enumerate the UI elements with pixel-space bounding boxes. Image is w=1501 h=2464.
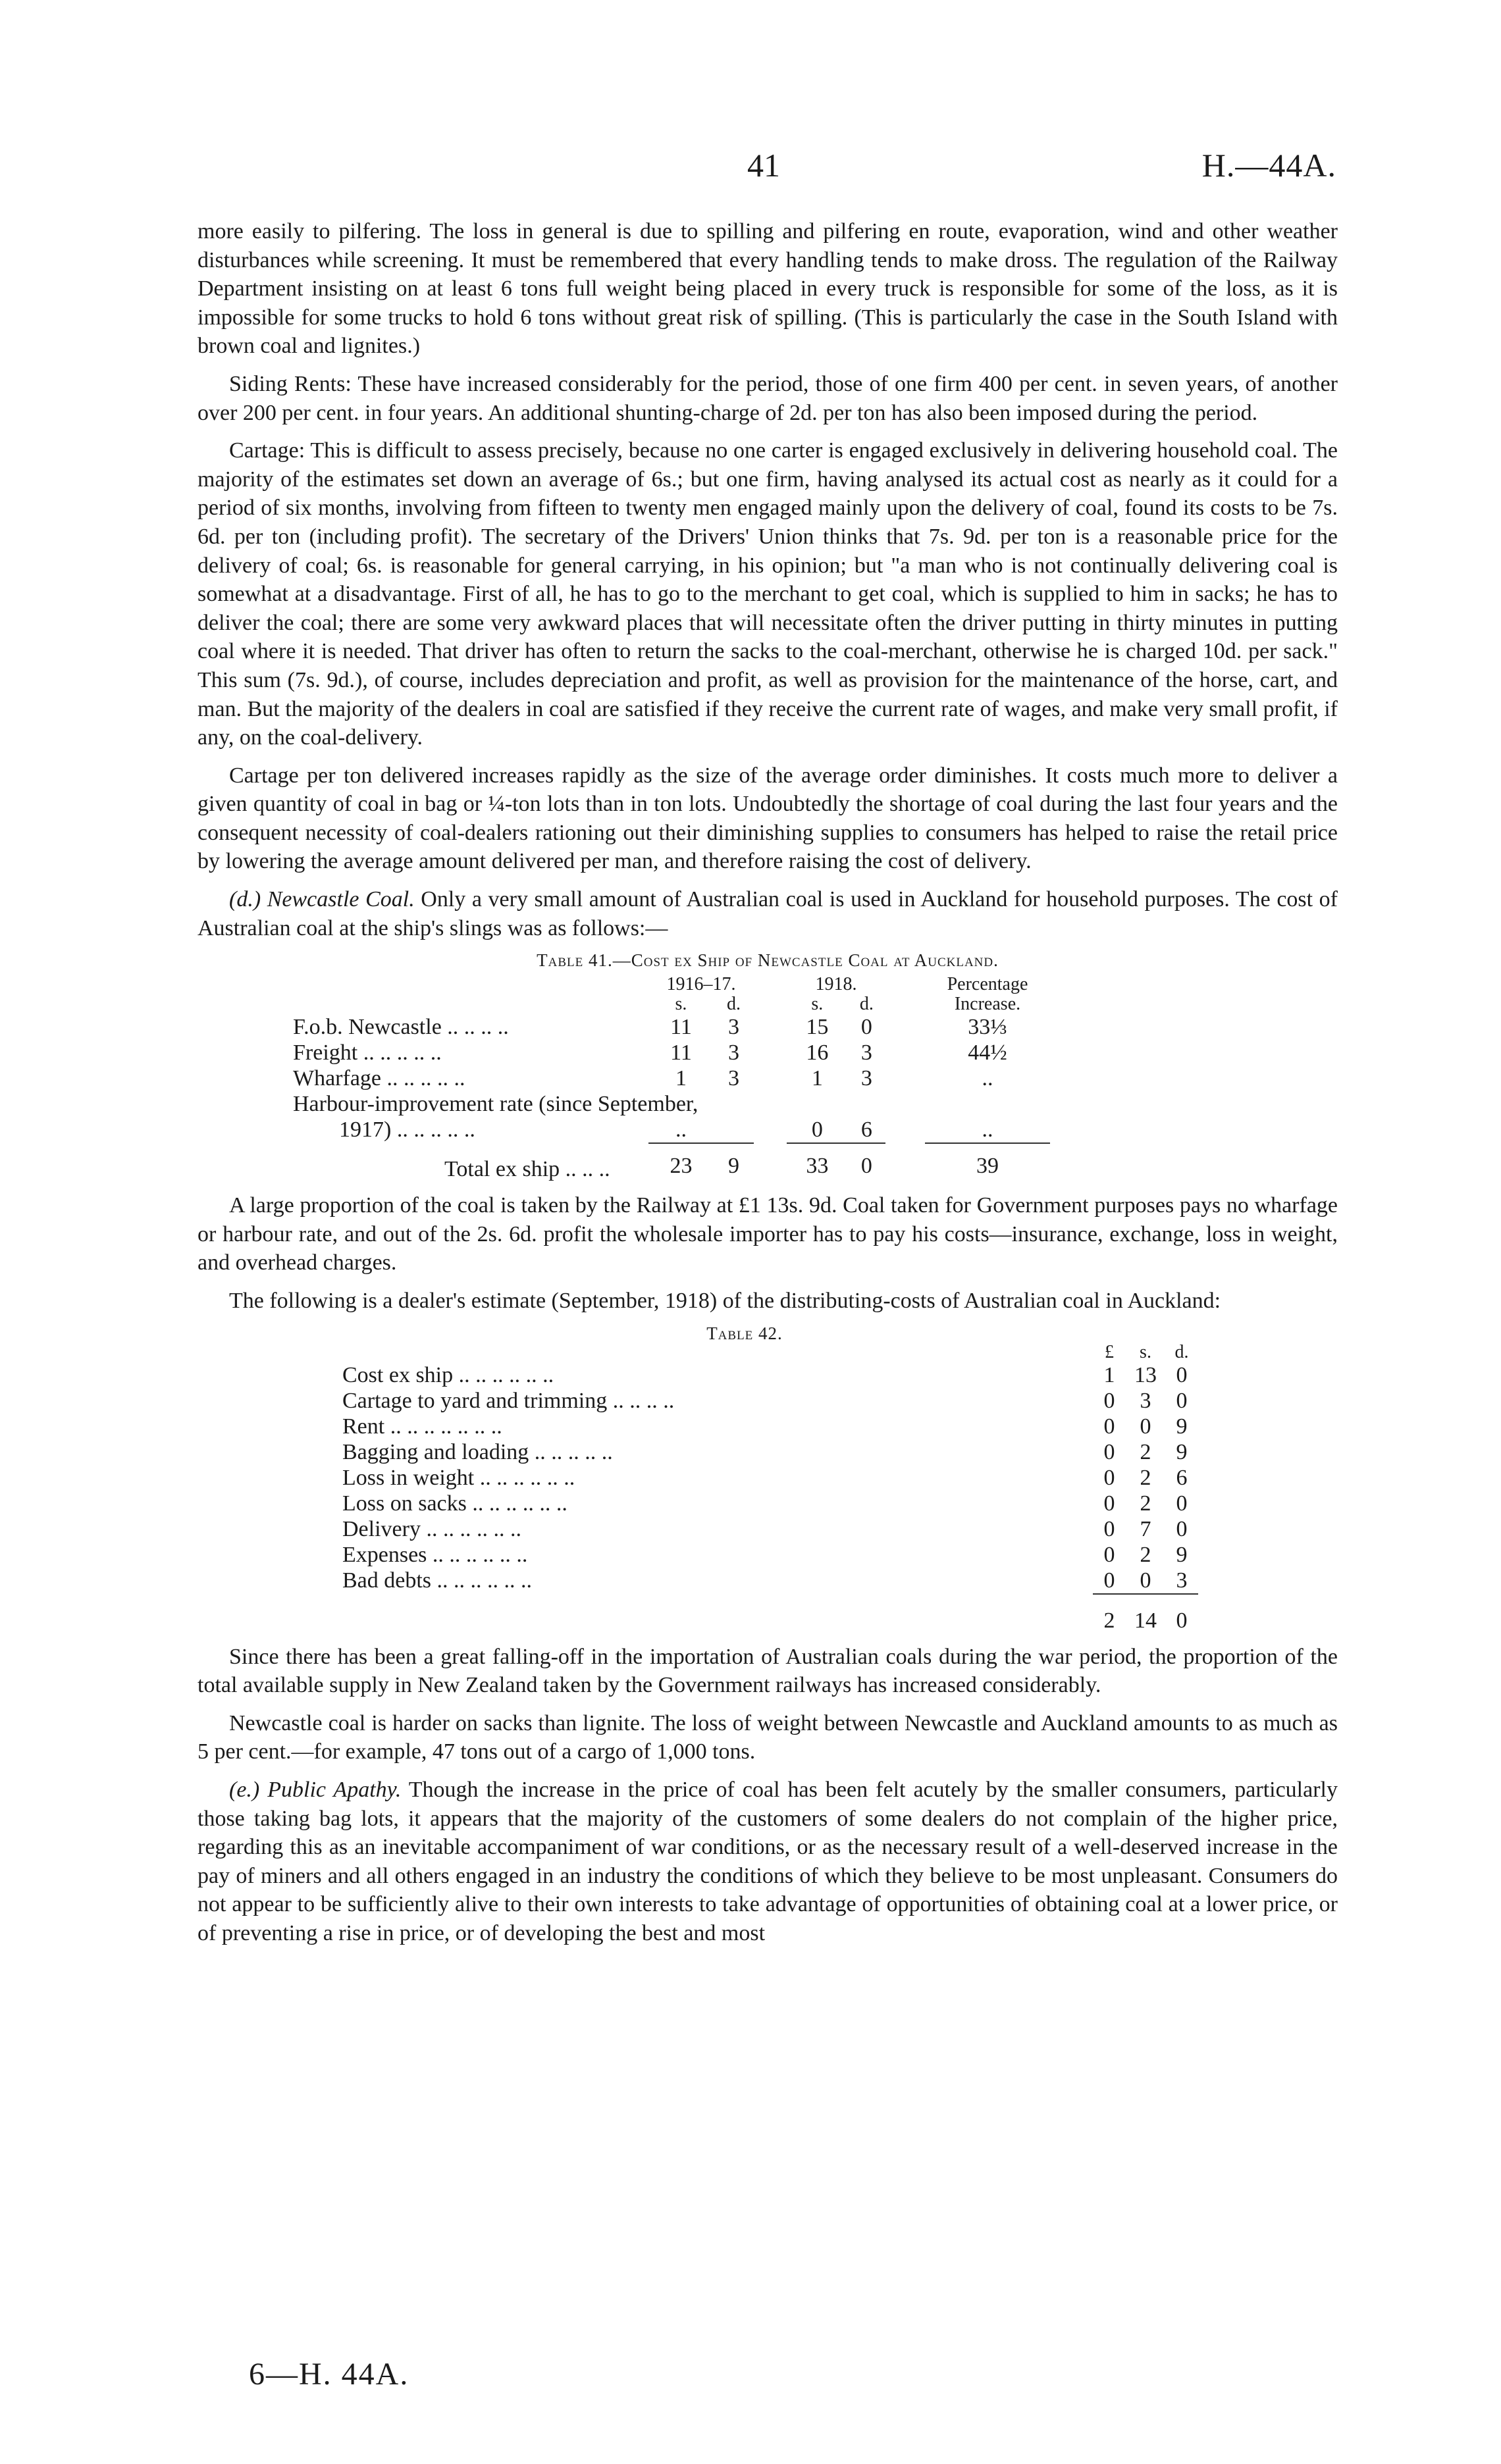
table-42 xyxy=(342,1343,1198,1633)
cell-pence: 0 xyxy=(1176,1491,1188,1516)
table-row xyxy=(293,1065,1050,1091)
paragraph-cartage-per-ton: Cartage per ton delivered increases rapidly as the size of the average order diminishes. It costs much more to deliver a given quantity of coal in bag or ¼-ton lots than in ton lots. Undoubtedly the shortage of coal during the last four years and the consequent necessity of coal-dealers rationing out their diminishing supplies to consumers has helped to raise the retail price by lowering the average amount delivered per man, and therefore raising the cost of delivery. xyxy=(198,763,1338,874)
leader-dots: .. .. .. .. .. .. .. xyxy=(390,1414,502,1439)
cell-pence: 0 xyxy=(1176,1388,1188,1413)
page-number: 41 xyxy=(747,147,780,184)
cell-pence: 9 xyxy=(1176,1542,1188,1567)
table42-col-shillings: s. xyxy=(1140,1341,1151,1362)
table-row xyxy=(342,1542,1198,1568)
leader-dots: .. .. .. .. .. xyxy=(534,1439,613,1464)
cell-d-1916: 3 xyxy=(727,1066,739,1091)
cell-pounds: 0 xyxy=(1103,1516,1115,1541)
cell-shillings: 2 xyxy=(1140,1465,1151,1490)
leader-dots: .. .. .. .. xyxy=(447,1015,509,1040)
table-row xyxy=(342,1465,1198,1491)
paragraph-siding-rents: Siding Rents: These have increased considerably for the period, those of one firm 400 per cent. in seven years, of another over 200 per cent. in four years. An additional shunting-charge of 2d. per ton has also been imposed during the period. xyxy=(198,371,1338,425)
cell-pence: 0 xyxy=(1176,1362,1188,1387)
cell-shillings: 13 xyxy=(1134,1362,1157,1387)
row-label: Loss in weight xyxy=(342,1465,475,1490)
leader-dots: .. .. .. .. .. xyxy=(363,1040,442,1065)
row-label: 1917) .. xyxy=(339,1117,408,1142)
table42-col-pence: d. xyxy=(1174,1341,1189,1362)
row-label: Loss on sacks xyxy=(342,1491,467,1516)
cell-s-1916: .. xyxy=(675,1117,687,1142)
table41-col-1916: 1916–17. xyxy=(666,974,736,995)
total-pounds: 2 xyxy=(1093,1594,1126,1633)
table-row xyxy=(293,1040,1050,1065)
cell-d-1918: 6 xyxy=(860,1117,872,1142)
cell-shillings: 2 xyxy=(1140,1491,1151,1516)
table-row xyxy=(342,1439,1198,1465)
cell-pounds: 0 xyxy=(1103,1388,1115,1413)
total-label: Total ex ship xyxy=(444,1157,560,1182)
paragraph-railway-proportion: A large proportion of the coal is taken by the Railway at £1 13s. 9d. Coal taken for Government purposes pays no wharfage or harbour rate, and out of the 2s. 6d. profit the wholesale importer has to pay his costs—insurance, exchange, loss in weight, and overhead charges. xyxy=(198,1193,1338,1275)
cell-d-1918: 3 xyxy=(860,1040,872,1065)
cell-d-1916: 3 xyxy=(727,1040,739,1065)
row-label: Cartage to yard and trimming xyxy=(342,1388,608,1413)
paragraph-falling-off: Since there has been a great falling-off in the importation of Australian coals during the war period, the proportion of the total available supply in New Zealand taken by the Government railways has increased considerably. xyxy=(198,1644,1338,1698)
cell-pence: 0 xyxy=(1176,1516,1188,1541)
cell-shillings: 7 xyxy=(1140,1516,1151,1541)
table42-header-row xyxy=(342,1343,1198,1362)
signature-mark: 6—H. 44A. xyxy=(249,2357,409,2392)
total-pence: 0 xyxy=(1165,1594,1198,1633)
row-label: Freight xyxy=(293,1040,358,1065)
cell-pounds: 0 xyxy=(1103,1465,1115,1490)
leader-dots: .. .. .. .. xyxy=(404,1066,465,1091)
leader-dots: .. .. .. xyxy=(565,1157,610,1182)
leader-dots: .. .. .. .. xyxy=(413,1117,475,1142)
table41-sub-d: d. xyxy=(726,994,741,1015)
paragraph-sacks: Newcastle coal is harder on sacks than lignite. The loss of weight between Newcastle and Auckland amounts to as much as 5 per cent.—for example, 47 tons out of a cargo of 1,000 tons. xyxy=(198,1710,1338,1764)
table41-total-row xyxy=(293,1143,1050,1182)
row-label: F.o.b. Newcastle xyxy=(293,1015,442,1040)
cell-shillings: 2 xyxy=(1140,1439,1151,1464)
table-row xyxy=(293,1014,1050,1040)
body-text xyxy=(198,217,1338,1948)
cell-s-1918: 16 xyxy=(806,1040,829,1065)
paragraph-dealer-estimate: The following is a dealer's estimate (September, 1918) of the distributing-costs of Australian coal in Auckland: xyxy=(229,1289,1221,1314)
section-label-newcastle: (d.) Newcastle Coal. xyxy=(229,887,415,912)
paragraph-cartage: Cartage: This is difficult to assess precisely, because no one carter is engaged exclusively in delivering household coal. The majority of the estimates set down an average of 6s.; but one firm, having analysed its actual cost as nearly as it could for a period of six months, involving from fifteen to twenty men engaged mainly upon the delivery of coal, found its costs to be 7s. 6d. per ton (including profit). The secretary of the Drivers' Union thinks that 7s. 9d. per ton is a reasonable price for the delivery of coal; 6s. is reasonable for general carrying, in his opinion; but "a man who is not continually delivering coal is somewhat at a disadvantage. First of all, he has to go to the merchant to get coal, which is supplied to him in sacks; he has to deliver the coal; there are some very awkward places that will necessitate often the driver putting in thirty minutes in putting coal where it is needed. That driver has often to return the sacks to the coal-merchant, otherwise he is charged 10d. per sack." This sum (7s. 9d.), of course, includes depreciation and profit, as well as provision for the maintenance of the horse, cart, and man. But the majority of the dealers in coal are satisfied if they receive the current rate of wages, and make very small profit, if any, on the coal-delivery. xyxy=(198,438,1338,750)
cell-pounds: 0 xyxy=(1103,1414,1115,1439)
leader-dots: .. .. .. .. .. .. xyxy=(436,1568,533,1593)
table42-total-row xyxy=(342,1594,1198,1633)
row-label: Wharfage .. xyxy=(293,1066,398,1091)
table-row xyxy=(342,1388,1198,1414)
table41-caption: Table 41.—Cost ex Ship of Newcastle Coal at Auckland. xyxy=(537,950,999,971)
table41-sub-d: d. xyxy=(859,994,874,1015)
document-reference: H.—44A. xyxy=(1201,147,1336,184)
cell-percentage: .. xyxy=(982,1066,993,1091)
cell-pounds: 0 xyxy=(1103,1439,1115,1464)
total-d-1916: 9 xyxy=(714,1143,754,1182)
cell-shillings: 0 xyxy=(1140,1414,1151,1439)
row-label: Harbour-improvement rate (since September, xyxy=(293,1092,698,1117)
cell-pounds: 0 xyxy=(1103,1568,1115,1593)
cell-pence: 3 xyxy=(1176,1568,1188,1593)
table41-sub-s: s. xyxy=(675,994,687,1015)
total-s-1916: 23 xyxy=(648,1143,714,1182)
table41-subheader-row xyxy=(293,994,1050,1014)
cell-d-1916: 3 xyxy=(727,1015,739,1040)
leader-dots: .. .. .. .. .. .. xyxy=(479,1465,575,1490)
total-percentage: 39 xyxy=(925,1143,1050,1182)
table-row xyxy=(342,1491,1198,1516)
cell-pounds: 0 xyxy=(1103,1542,1115,1567)
row-label: Bad debts xyxy=(342,1568,432,1593)
cell-pence: 9 xyxy=(1176,1414,1188,1439)
leader-dots: .. .. .. .. .. .. xyxy=(472,1491,567,1516)
cell-s-1918: 15 xyxy=(806,1015,829,1040)
cell-s-1916: 11 xyxy=(670,1015,692,1040)
cell-percentage: 44½ xyxy=(968,1040,1007,1065)
table-row xyxy=(342,1516,1198,1542)
cell-percentage: 33⅓ xyxy=(968,1015,1007,1040)
table42-caption: Table 42. xyxy=(706,1323,783,1343)
total-shillings: 14 xyxy=(1126,1594,1165,1633)
cell-s-1916: 11 xyxy=(670,1040,692,1065)
cell-shillings: 2 xyxy=(1140,1542,1151,1567)
leader-dots: .. .. .. .. .. .. xyxy=(432,1542,528,1567)
table-row xyxy=(342,1414,1198,1439)
paragraph-newcastle-coal xyxy=(198,885,1338,942)
cell-percentage: .. xyxy=(982,1117,993,1142)
cell-s-1918: 1 xyxy=(811,1066,823,1091)
cell-s-1916: 1 xyxy=(675,1066,687,1091)
total-d-1918: 0 xyxy=(848,1143,885,1182)
leader-dots: .. .. .. .. .. .. xyxy=(426,1516,521,1541)
cell-shillings: 3 xyxy=(1140,1388,1151,1413)
table41-col-percentage: Percentage xyxy=(947,974,1028,995)
total-s-1918: 33 xyxy=(787,1143,848,1182)
table41-col-increase: Increase. xyxy=(954,994,1021,1015)
cell-pounds: 0 xyxy=(1103,1491,1115,1516)
table-row xyxy=(293,1091,1050,1117)
cell-d-1918: 3 xyxy=(860,1066,872,1091)
row-label: Expenses xyxy=(342,1542,427,1567)
paragraph-public-apathy xyxy=(198,1776,1338,1948)
table41-header-row xyxy=(293,975,1050,994)
cell-s-1918: 0 xyxy=(811,1117,823,1142)
table41-col-1918: 1918. xyxy=(815,974,857,995)
row-label: Cost ex ship xyxy=(342,1362,454,1387)
table-row xyxy=(342,1568,1198,1594)
leader-dots: .. .. .. .. xyxy=(612,1388,675,1413)
paragraph-pilfering: more easily to pilfering. The loss in general is due to spilling and pilfering en route, evaporation, wind and other weather disturbances while screening. It must be remembered that every handling tends to make dross. The regulation of the Railway Department insisting on at least 6 tons full weight being placed in every truck is responsible for some of the loss, as it is impossible for some trucks to hold 6 tons without great risk of spilling. (This is particularly the case in the South Island with brown coal and lignites.) xyxy=(198,219,1338,359)
table42-col-pounds: £ xyxy=(1105,1341,1114,1362)
table-row xyxy=(342,1362,1198,1388)
row-label: Rent xyxy=(342,1414,385,1439)
cell-pounds: 1 xyxy=(1103,1362,1115,1387)
cell-shillings: 0 xyxy=(1140,1568,1151,1593)
cell-d-1916 xyxy=(714,1117,754,1143)
table-row xyxy=(293,1117,1050,1143)
leader-dots: .. .. .. .. .. .. xyxy=(458,1362,554,1387)
table41-sub-s: s. xyxy=(811,994,824,1015)
cell-d-1918: 0 xyxy=(860,1015,872,1040)
paragraph-newcastle-text: Only a very small amount of Australian coal is used in Auckland for household purposes. The cost of Australian coal at the ship's slings was as follows:— xyxy=(198,887,1338,940)
section-label-public-apathy: (e.) Public Apathy. xyxy=(229,1778,402,1802)
cell-pence: 9 xyxy=(1176,1439,1188,1464)
row-label: Bagging and loading xyxy=(342,1439,529,1464)
cell-pence: 6 xyxy=(1176,1465,1188,1490)
row-label: Delivery xyxy=(342,1516,421,1541)
table-41 xyxy=(293,975,1050,1182)
paragraph-public-apathy-text: Though the increase in the price of coal has been felt acutely by the smaller consumers, particularly those taking bag lots, it appears that the majority of the customers of some dealers do not complain of the higher price, regarding this as an inevitable accompaniment of war conditions, or as the necessary result of a well-deserved increase in the pay of miners and all others engaged in an industry the conditions of which they believe to be most unpleasant. Consumers do not appear to be sufficiently alive to their own interests to take advantage of opportunities of obtaining coal at a lower price, or of preventing a rise in price, or of developing the best and most xyxy=(198,1778,1338,1945)
